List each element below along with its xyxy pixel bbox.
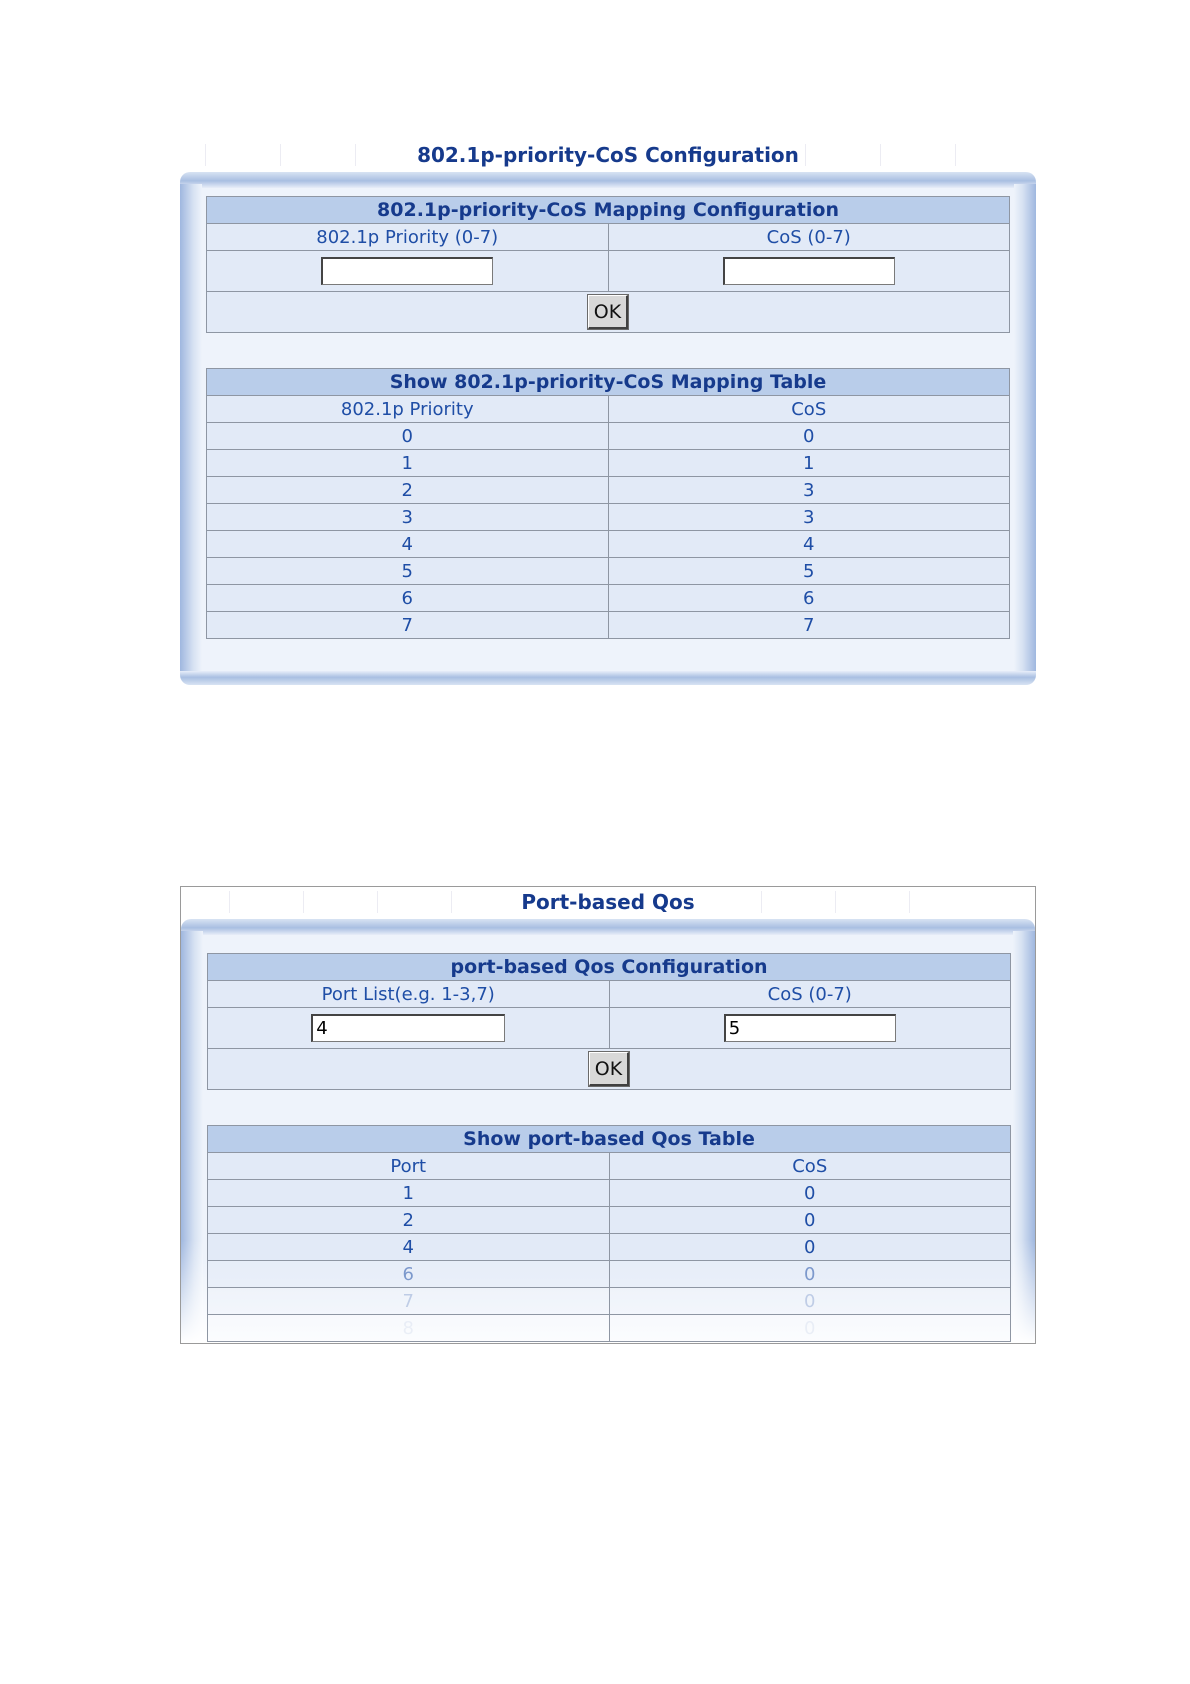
table-row xyxy=(208,1315,1011,1342)
mapping-show-table xyxy=(206,368,1010,639)
frame-top xyxy=(180,172,1036,188)
table-cell: 2 xyxy=(207,477,609,504)
table-cell: 6 xyxy=(208,1261,610,1288)
priority-label: 802.1p Priority (0-7) xyxy=(207,224,609,251)
port-qos-config-table xyxy=(207,953,1011,1090)
table-cell: 0 xyxy=(207,423,609,450)
cos-input[interactable] xyxy=(724,1014,896,1042)
table-cell: 0 xyxy=(609,1261,1011,1288)
priority-input[interactable] xyxy=(321,257,493,285)
table-cell: 3 xyxy=(207,504,609,531)
frame-left xyxy=(181,931,203,1343)
cos-label: CoS (0-7) xyxy=(609,981,1011,1008)
table-row xyxy=(207,612,1010,639)
table-cell: 0 xyxy=(609,1207,1011,1234)
table-row xyxy=(207,531,1010,558)
section-header: port-based Qos Configuration xyxy=(208,954,1011,981)
table-cell: 1 xyxy=(207,450,609,477)
table-cell: 5 xyxy=(207,558,609,585)
cos-label: CoS (0-7) xyxy=(608,224,1010,251)
ok-cell xyxy=(208,1049,1011,1090)
table-row xyxy=(208,1180,1011,1207)
table-cell: 3 xyxy=(608,504,1010,531)
column-header: CoS xyxy=(608,396,1010,423)
frame-right xyxy=(1014,184,1036,675)
column-header: 802.1p Priority xyxy=(207,396,609,423)
frame-left xyxy=(180,184,202,675)
ok-button[interactable]: OK xyxy=(588,295,628,329)
priority-cos-panel xyxy=(180,140,1036,685)
panel-title-bar xyxy=(181,887,1035,917)
frame-top xyxy=(181,919,1035,935)
section-header: Show port-based Qos Table xyxy=(208,1126,1011,1153)
port-qos-panel xyxy=(180,886,1036,1344)
table-row xyxy=(208,1261,1011,1288)
table-cell: 0 xyxy=(609,1288,1011,1315)
table-cell: 7 xyxy=(608,612,1010,639)
ok-cell xyxy=(207,292,1010,333)
table-cell: 7 xyxy=(207,612,609,639)
table-row xyxy=(208,1207,1011,1234)
mapping-config-table xyxy=(206,196,1010,333)
table-cell: 0 xyxy=(608,423,1010,450)
table-row xyxy=(207,504,1010,531)
table-row xyxy=(207,558,1010,585)
port-list-label: Port List(e.g. 1-3,7) xyxy=(208,981,610,1008)
table-row xyxy=(208,1288,1011,1315)
table-cell: 0 xyxy=(609,1315,1011,1342)
table-cell: 2 xyxy=(208,1207,610,1234)
table-cell: 8 xyxy=(208,1315,610,1342)
table-cell: 6 xyxy=(207,585,609,612)
table-row xyxy=(208,1234,1011,1261)
table-row xyxy=(207,585,1010,612)
column-header: Port xyxy=(208,1153,610,1180)
priority-input-cell xyxy=(207,251,609,292)
table-cell: 0 xyxy=(609,1180,1011,1207)
table-cell: 3 xyxy=(608,477,1010,504)
table-row xyxy=(207,450,1010,477)
section-header: Show 802.1p-priority-CoS Mapping Table xyxy=(207,369,1010,396)
frame-right xyxy=(1013,931,1035,1343)
frame-bottom xyxy=(180,671,1036,685)
page-title: 802.1p-priority-CoS Configuration xyxy=(417,143,799,167)
cos-input-cell xyxy=(609,1008,1011,1049)
port-list-input[interactable] xyxy=(311,1014,505,1042)
cos-input-cell xyxy=(608,251,1010,292)
panel-title-bar xyxy=(180,140,1036,170)
table-cell: 4 xyxy=(608,531,1010,558)
table-cell: 1 xyxy=(208,1180,610,1207)
table-cell: 7 xyxy=(208,1288,610,1315)
column-header: CoS xyxy=(609,1153,1011,1180)
port-list-input-cell xyxy=(208,1008,610,1049)
table-cell: 1 xyxy=(608,450,1010,477)
section-header: 802.1p-priority-CoS Mapping Configuration xyxy=(207,197,1010,224)
cos-input[interactable] xyxy=(723,257,895,285)
table-row xyxy=(207,423,1010,450)
table-row xyxy=(207,477,1010,504)
port-qos-show-table xyxy=(207,1125,1011,1342)
table-cell: 6 xyxy=(608,585,1010,612)
table-cell: 0 xyxy=(609,1234,1011,1261)
table-cell: 4 xyxy=(207,531,609,558)
table-cell: 5 xyxy=(608,558,1010,585)
ok-button[interactable]: OK xyxy=(589,1052,629,1086)
table-cell: 4 xyxy=(208,1234,610,1261)
page-title: Port-based Qos xyxy=(521,890,695,914)
